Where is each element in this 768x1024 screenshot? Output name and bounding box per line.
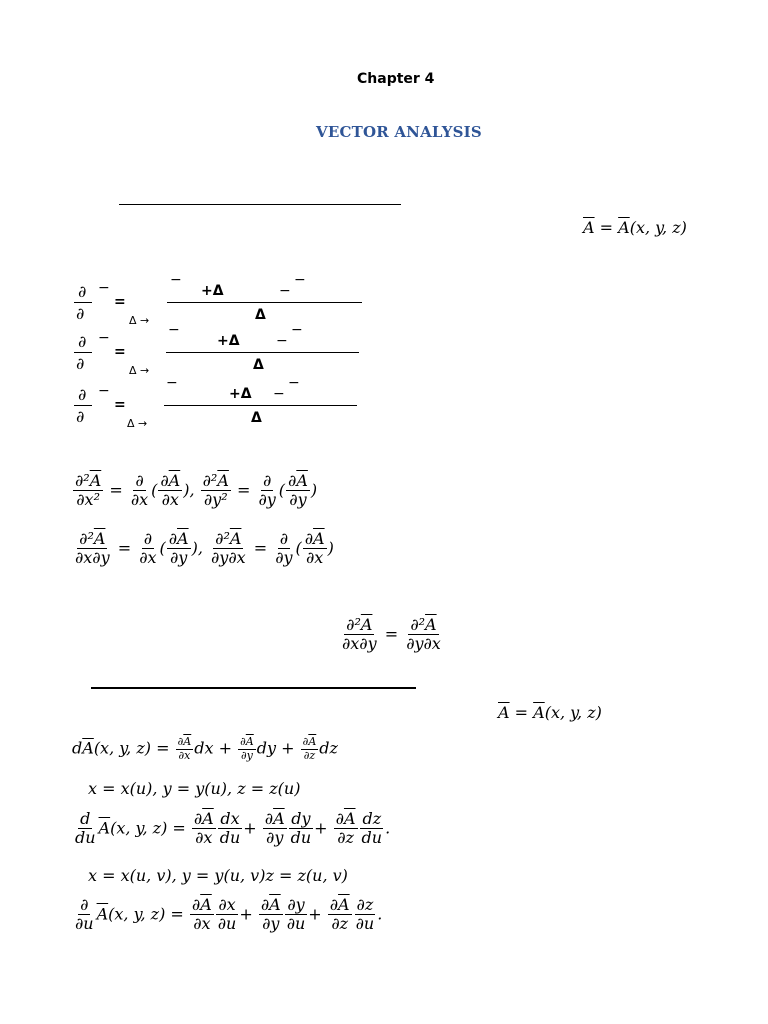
chain-rule-partial: $\frac{\partial}{\partial u}$ $\overline{A}(x$, y, z) = $\frac{\partial\overline{A}}{\partial x}$ $\frac{\partial x}{\partial u}$ + $\frac{\partial\overline{A}}{\partial y}$ $\frac{\partial y}{\partial u}$ + $\frac{\partial\overline{A}}{\partial z}$ $\frac{\partial z}{\partial u}$ . <box>75 895 383 934</box>
second-derivative-formula-2: $\frac{\partial^2\overline{A}}{\partial x\partial y}$ = $\frac{\partial}{\partial x}$ ( $\frac{\partial\overline{A}}{\partial y}$ ), $\frac{\partial^2\overline{A}}{\partial y\partial x}$ = $\frac{\partial}{\partial y}$ ( $\frac{\partial\overline{A}}{\partial x}$ ) <box>75 529 334 568</box>
vector-function-definition-2: $\overline{A} = \overline{A}(x$, y, z) <box>498 703 602 722</box>
chain-substitution-2: x = x(u, v), y = y(u, v)z = z(u, v) <box>88 866 348 885</box>
section-divider <box>119 204 401 205</box>
vector-function-definition: $\overline{A} = \overline{A}(x$, y, z) <box>583 218 687 237</box>
chapter-title: VECTOR ANALYSIS <box>316 123 482 141</box>
limit-row-2: ∂ − ∂ = Δ → − +Δ − − Δ <box>74 328 374 378</box>
second-derivative-formula-1: $\frac{\partial^2\overline{A}}{\text{∂x²}}$ = $\frac{\partial}{\partial x}$ ( $\frac{\partial\overline{A}}{\partial x}$ ), $\frac{\partial^2\overline{A}}{\text{∂y²}}$ = $\frac{\partial}{\partial y}$ ( $\frac{\partial\overline{A}}{\partial y}$ ) <box>75 471 318 510</box>
limit-row-3: ∂ − ∂ = Δ → − +Δ − − Δ <box>74 381 374 431</box>
section-divider-2 <box>91 687 416 689</box>
total-differential: $d\overline{A}(x$, y, z) = $\frac{\partial\overline{A}}{\partial x}$ dx + $\frac{\partial\overline{A}}{\partial y}$ dy + $\frac{\partial\overline{A}}{\partial z}$ dz <box>72 735 338 762</box>
limit-row-1: ∂ − ∂ = Δ → − +Δ − − Δ <box>74 278 374 328</box>
chapter-label: Chapter 4 <box>357 71 435 87</box>
chain-rule-single: $\frac{d}{du}$ $\overline{A}(x$, y, z) = $\frac{\partial\overline{A}}{\partial x}$ $\frac{dx}{du}$ + $\frac{\partial\overline{A}}{\partial y}$ $\frac{dy}{du}$ + $\frac{\partial\overline{A}}{\partial z}$ $\frac{dz}{du}$ . <box>75 809 391 848</box>
chain-substitution-1: x = x(u), y = y(u), z = z(u) <box>88 779 301 798</box>
mixed-partial-equality: $\frac{\partial^2\overline{A}}{\partial x\partial y}$ = $\frac{\partial^2\overline{A}}{\partial y\partial x}$ <box>342 615 441 654</box>
